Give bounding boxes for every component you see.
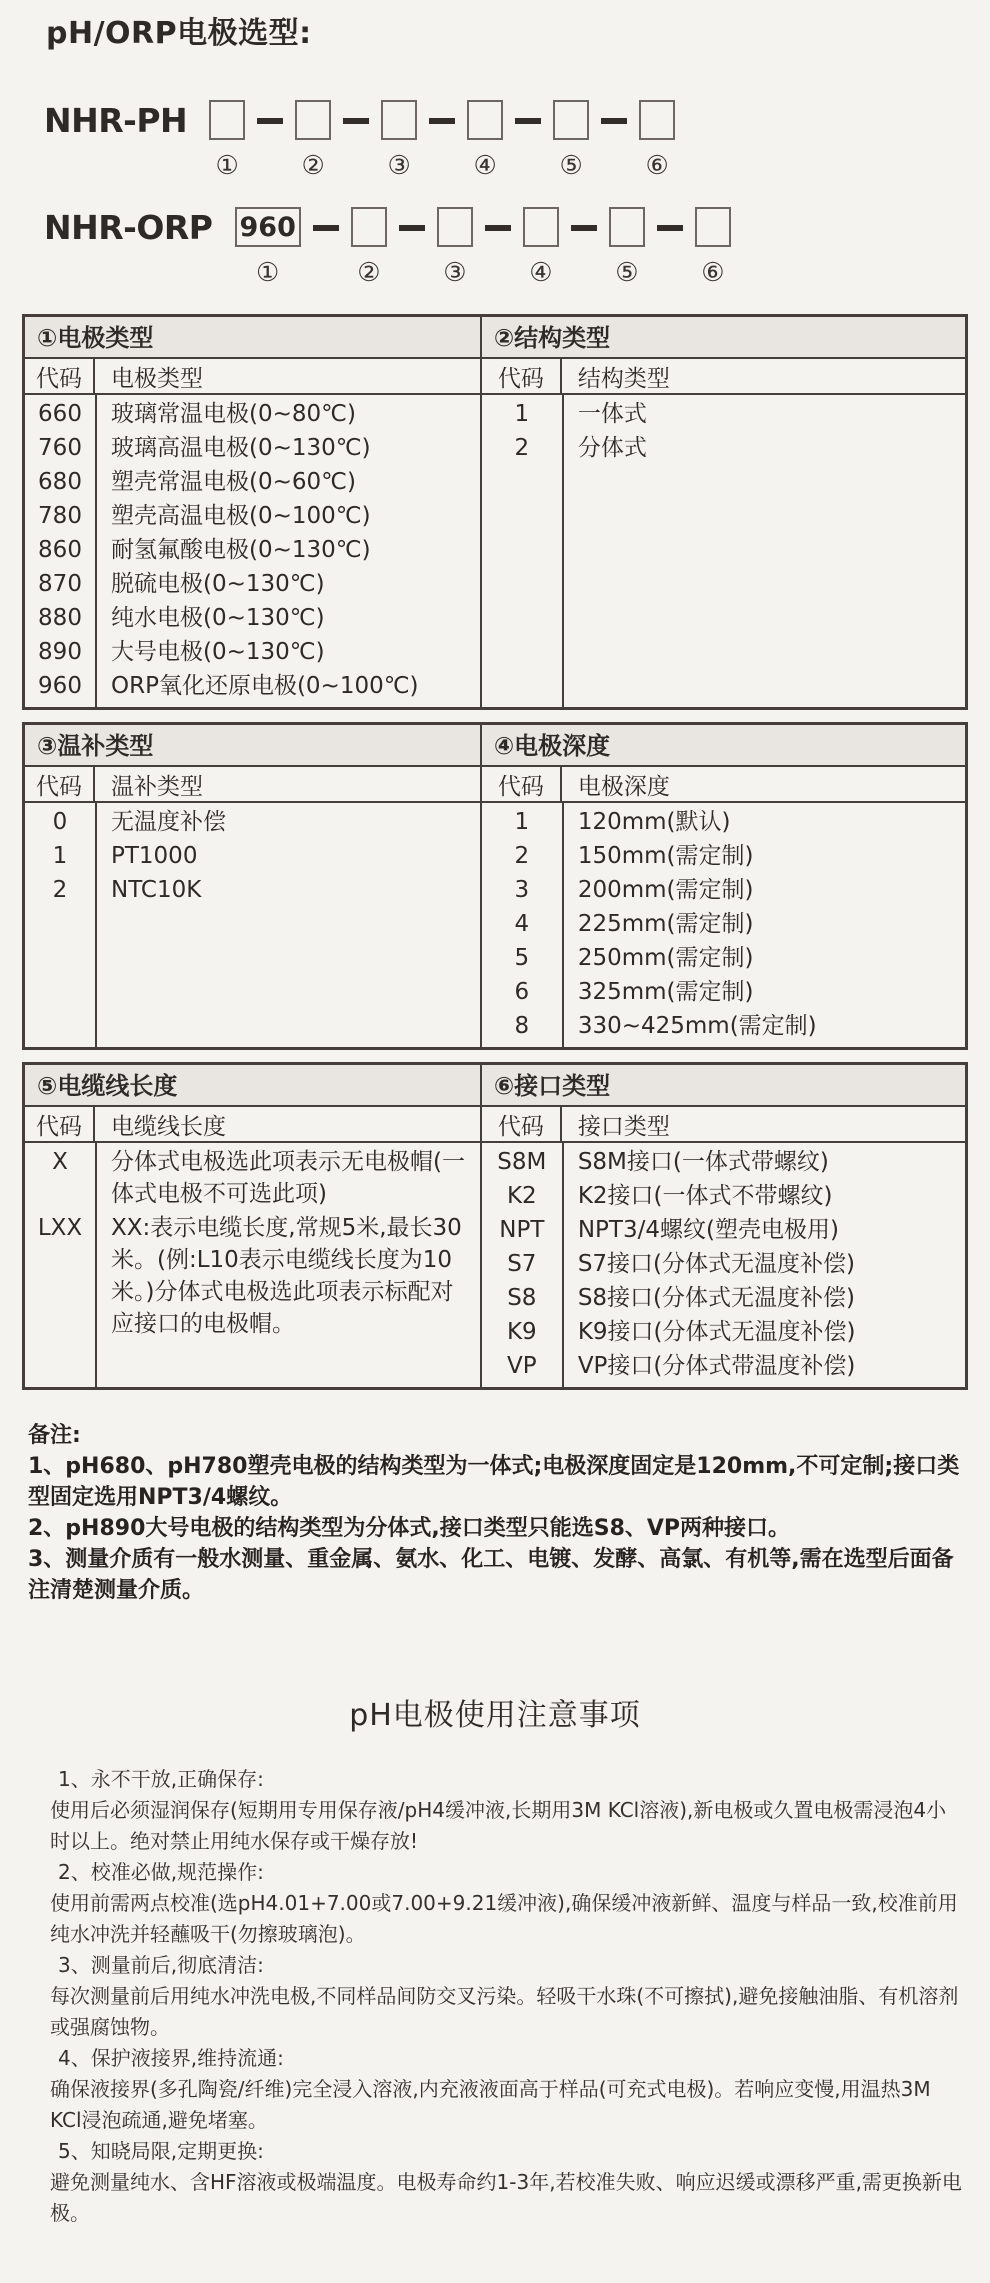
notes-items xyxy=(28,1451,970,1606)
table-row xyxy=(482,397,965,431)
row-value-cell: 200mm(需定制) xyxy=(577,877,754,903)
page-title: pH/ORP电极选型: xyxy=(46,16,312,51)
segment-number-marker: ② xyxy=(301,151,325,181)
table-body xyxy=(25,1143,480,1387)
table-column-headers xyxy=(482,767,965,803)
table-tempcomp-type xyxy=(25,725,482,1047)
table-row xyxy=(482,873,965,907)
model-row-nhr-ph xyxy=(44,100,990,183)
row-value-cell: 一体式 xyxy=(577,401,647,427)
row-code-cell: LXX xyxy=(37,1215,83,1241)
notice-item-body: 使用后必须湿润保存(短期用专用保存液/pH4缓冲液,长期用3M KCl溶液),新电极或久置电极需浸泡4小时以上。绝对禁止用纯水保存或干燥存放! xyxy=(50,1798,947,1853)
column-header-value: 电缆线长度 xyxy=(111,1113,226,1140)
note-paragraph: 2、pH890大号电极的结构类型为分体式,接口类型只能选S8、VP两种接口。 xyxy=(28,1516,791,1541)
row-code-cell: S8 xyxy=(507,1285,537,1311)
notice-item xyxy=(50,1950,962,2043)
table-electrode-structure xyxy=(22,314,968,710)
row-value-cell: PT1000 xyxy=(111,843,198,869)
row-code-cell: 1 xyxy=(514,401,530,427)
segment-number-marker: ⑥ xyxy=(645,151,669,181)
row-value-cell: K9接口(分体式无温度补偿) xyxy=(577,1319,856,1345)
model-segment xyxy=(235,207,301,290)
row-value-cell: NPT3/4螺纹(塑壳电极用) xyxy=(577,1217,839,1243)
row-value-cell: 纯水电极(0~130℃) xyxy=(111,605,325,631)
notice-item-heading: 5、知晓局限,定期更换: xyxy=(58,2139,264,2163)
notes-label: 备注: xyxy=(28,1423,81,1448)
notice-item xyxy=(50,2136,962,2229)
column-header-value: 接口类型 xyxy=(577,1113,670,1140)
table-row xyxy=(25,567,480,601)
row-value-cell: 250mm(需定制) xyxy=(577,945,754,971)
row-value-cell: XX:表示电缆长度,常规5米,最长30米。(例:L10表示电缆线长度为10米。)分体式电极选此项表示标配对应接口的电极帽。 xyxy=(111,1215,462,1337)
row-code-cell: 2 xyxy=(514,435,530,461)
column-header-code: 代码 xyxy=(482,767,562,801)
column-header-code: 代码 xyxy=(482,359,562,393)
row-value-cell: 大号电极(0~130℃) xyxy=(111,639,325,665)
model-segment xyxy=(209,100,245,183)
row-code-cell: 5 xyxy=(514,945,530,971)
table-title: ③温补类型 xyxy=(25,725,480,767)
model-segment xyxy=(295,100,331,183)
table-row xyxy=(482,975,965,1009)
model-prefix: NHR-ORP xyxy=(44,208,213,247)
model-empty-box xyxy=(381,100,417,140)
segment-number-marker: ⑤ xyxy=(559,151,583,181)
row-code-cell: X xyxy=(52,1149,68,1175)
table-title: ⑥接口类型 xyxy=(482,1065,965,1107)
table-column-headers xyxy=(482,359,965,395)
model-segment xyxy=(381,100,417,183)
table-title: ④电极深度 xyxy=(482,725,965,767)
table-column-headers xyxy=(25,767,480,803)
table-row xyxy=(482,805,965,839)
model-empty-box xyxy=(695,207,731,247)
dash-separator xyxy=(257,118,283,124)
segment-number-marker: ③ xyxy=(443,258,467,288)
row-code-cell: 660 xyxy=(38,401,82,427)
table-row xyxy=(482,1179,965,1213)
table-electrode-type xyxy=(25,317,482,707)
model-prefix: NHR-PH xyxy=(44,101,188,140)
row-value-cell: 脱硫电极(0~130℃) xyxy=(111,571,325,597)
row-value-cell: K2接口(一体式不带螺纹) xyxy=(577,1183,833,1209)
table-interface-type xyxy=(482,1065,965,1387)
model-code-box: 960 xyxy=(235,207,301,247)
table-row xyxy=(482,1009,965,1043)
notice-item xyxy=(50,1857,962,1950)
table-row xyxy=(482,1315,965,1349)
model-empty-box xyxy=(523,207,559,247)
table-column-headers xyxy=(25,1107,480,1143)
segment-number-marker: ① xyxy=(215,151,239,181)
column-header-value: 结构类型 xyxy=(577,365,670,392)
row-value-cell: S8M接口(一体式带螺纹) xyxy=(577,1149,829,1175)
model-segment xyxy=(523,207,559,290)
table-row xyxy=(25,431,480,465)
table-row xyxy=(25,533,480,567)
dash-separator xyxy=(429,118,455,124)
row-code-cell: 0 xyxy=(52,809,68,835)
row-code-cell: 2 xyxy=(52,877,68,903)
column-header-value: 电极深度 xyxy=(577,773,670,800)
row-code-cell: K2 xyxy=(506,1183,537,1209)
notice-item-heading: 1、永不干放,正确保存: xyxy=(58,1767,264,1791)
row-value-cell: ORP氧化还原电极(0~100℃) xyxy=(111,673,419,699)
table-row xyxy=(25,1211,480,1341)
table-row xyxy=(25,397,480,431)
notes-section xyxy=(28,1420,970,1606)
model-segment xyxy=(351,207,387,290)
model-segment xyxy=(639,100,675,183)
table-row xyxy=(482,839,965,873)
row-value-cell: 120mm(默认) xyxy=(577,809,731,835)
row-code-cell: 780 xyxy=(38,503,82,529)
row-value-cell: 分体式电极选此项表示无电极帽(一体式电极不可选此项) xyxy=(111,1149,465,1207)
row-code-cell: 870 xyxy=(38,571,82,597)
table-body xyxy=(25,803,480,1047)
model-empty-box xyxy=(609,207,645,247)
notice-item-body: 避免测量纯水、含HF溶液或极端温度。电极寿命约1-3年,若校准失败、响应迟缓或漂移严重,需更换新电极。 xyxy=(50,2170,962,2225)
table-body xyxy=(482,803,965,1047)
table-row xyxy=(25,839,480,873)
model-empty-box xyxy=(467,100,503,140)
model-empty-box xyxy=(437,207,473,247)
table-row xyxy=(482,1281,965,1315)
row-value-cell: 塑壳常温电极(0~60℃) xyxy=(111,469,356,495)
row-code-cell: VP xyxy=(507,1353,537,1379)
row-code-cell: 960 xyxy=(38,673,82,699)
table-row xyxy=(25,669,480,703)
row-value-cell: 耐氢氟酸电极(0~130℃) xyxy=(111,537,371,563)
dash-separator xyxy=(657,225,683,231)
row-value-cell: 玻璃常温电极(0~80℃) xyxy=(111,401,356,427)
row-code-cell: 860 xyxy=(38,537,82,563)
row-code-cell: 4 xyxy=(514,911,530,937)
table-row xyxy=(25,805,480,839)
table-row xyxy=(482,431,965,465)
row-value-cell: S7接口(分体式无温度补偿) xyxy=(577,1251,856,1277)
row-value-cell: VP接口(分体式带温度补偿) xyxy=(577,1353,856,1379)
notice-item-body: 每次测量前后用纯水冲洗电极,不同样品间防交叉污染。轻吸干水珠(不可擦拭),避免接触油脂、有机溶剂或强腐蚀物。 xyxy=(50,1984,959,2039)
notice-item-body: 使用前需两点校准(选pH4.01+7.00或7.00+9.21缓冲液),确保缓冲液新鲜、温度与样品一致,校准前用纯水冲洗并轻蘸吸干(勿擦玻璃泡)。 xyxy=(50,1891,958,1946)
row-value-cell: 225mm(需定制) xyxy=(577,911,754,937)
dash-separator xyxy=(313,225,339,231)
notice-item xyxy=(50,1764,962,1857)
table-row xyxy=(25,499,480,533)
segment-number-marker: ③ xyxy=(387,151,411,181)
notice-item-heading: 3、测量前后,彻底清洁: xyxy=(58,1953,264,1977)
table-row xyxy=(25,635,480,669)
table-cable-length xyxy=(25,1065,482,1387)
model-empty-box xyxy=(209,100,245,140)
table-cable-interface xyxy=(22,1062,968,1390)
dash-separator xyxy=(601,118,627,124)
row-code-cell: 890 xyxy=(38,639,82,665)
table-row xyxy=(482,1213,965,1247)
row-code-cell: NPT xyxy=(499,1217,545,1243)
table-row xyxy=(482,1145,965,1179)
usage-notice-section xyxy=(0,1690,990,2229)
row-code-cell: K9 xyxy=(506,1319,537,1345)
row-code-cell: 8 xyxy=(514,1013,530,1039)
column-header-value: 电极类型 xyxy=(111,365,203,392)
row-code-cell: 880 xyxy=(38,605,82,631)
table-title: ①电极类型 xyxy=(25,317,480,359)
row-code-cell: 680 xyxy=(38,469,82,495)
model-segment xyxy=(609,207,645,290)
table-row xyxy=(482,1349,965,1383)
table-row xyxy=(482,941,965,975)
row-value-cell: 塑壳高温电极(0~100℃) xyxy=(111,503,371,529)
dash-separator xyxy=(515,118,541,124)
row-code-cell: 2 xyxy=(514,843,530,869)
table-title: ②结构类型 xyxy=(482,317,965,359)
model-segment xyxy=(437,207,473,290)
spec-sheet-page xyxy=(0,16,990,2229)
table-row xyxy=(25,1145,480,1211)
row-value-cell: 325mm(需定制) xyxy=(577,979,754,1005)
dash-separator xyxy=(485,225,511,231)
row-code-cell: 1 xyxy=(514,809,530,835)
table-row xyxy=(482,1247,965,1281)
dash-separator xyxy=(571,225,597,231)
table-row xyxy=(25,873,480,907)
note-paragraph: 3、测量介质有一般水测量、重金属、氨水、化工、电镀、发酵、高氯、有机等,需在选型后面备注清楚测量介质。 xyxy=(28,1547,954,1603)
column-header-value: 温补类型 xyxy=(111,773,203,800)
table-row xyxy=(25,465,480,499)
table-body xyxy=(482,395,965,707)
segment-number-marker: ⑤ xyxy=(615,258,639,288)
segment-number-marker: ④ xyxy=(529,258,553,288)
model-segment xyxy=(695,207,731,290)
table-title: ⑤电缆线长度 xyxy=(25,1065,480,1107)
table-tempcomp-depth xyxy=(22,722,968,1050)
segment-number-marker: ① xyxy=(256,258,280,288)
column-header-code: 代码 xyxy=(25,359,95,393)
table-body xyxy=(25,395,480,707)
note-paragraph: 1、pH680、pH780塑壳电极的结构类型为一体式;电极深度固定是120mm,不可定制;接口类型固定选用NPT3/4螺纹。 xyxy=(28,1454,960,1510)
table-row xyxy=(25,601,480,635)
usage-notice-items xyxy=(50,1764,962,2229)
segment-number-marker: ⑥ xyxy=(701,258,725,288)
row-code-cell: 760 xyxy=(38,435,82,461)
row-value-cell: 330~425mm(需定制) xyxy=(577,1013,817,1039)
row-code-cell: 3 xyxy=(514,877,530,903)
row-code-cell: S8M xyxy=(497,1149,547,1175)
usage-notice-title: pH电极使用注意事项 xyxy=(349,1698,641,1733)
row-value-cell: NTC10K xyxy=(111,877,202,903)
model-segment xyxy=(553,100,589,183)
row-value-cell: S8接口(分体式无温度补偿) xyxy=(577,1285,856,1311)
column-header-code: 代码 xyxy=(25,1107,95,1141)
notice-item xyxy=(50,2043,962,2136)
row-code-cell: S7 xyxy=(507,1251,537,1277)
table-row xyxy=(482,907,965,941)
dash-separator xyxy=(399,225,425,231)
row-code-cell: 1 xyxy=(52,843,68,869)
model-selector-diagrams xyxy=(44,100,990,290)
row-value-cell: 无温度补偿 xyxy=(111,809,226,835)
column-header-code: 代码 xyxy=(482,1107,562,1141)
row-value-cell: 150mm(需定制) xyxy=(577,843,754,869)
model-empty-box xyxy=(553,100,589,140)
model-row-nhr-orp xyxy=(44,207,990,290)
segment-number-marker: ② xyxy=(357,258,381,288)
dash-separator xyxy=(343,118,369,124)
row-value-cell: 玻璃高温电极(0~130℃) xyxy=(111,435,371,461)
table-structure-type xyxy=(482,317,965,707)
column-header-code: 代码 xyxy=(25,767,95,801)
row-value-cell: 分体式 xyxy=(577,435,647,461)
notice-item-body: 确保液接界(多孔陶瓷/纤维)完全浸入溶液,内充液液面高于样品(可充式电极)。若响应变慢,用温热3M KCl浸泡疏通,避免堵塞。 xyxy=(50,2077,931,2132)
row-code-cell: 6 xyxy=(514,979,530,1005)
model-empty-box xyxy=(351,207,387,247)
segment-number-marker: ④ xyxy=(473,151,497,181)
model-segment xyxy=(467,100,503,183)
model-empty-box xyxy=(295,100,331,140)
table-electrode-depth xyxy=(482,725,965,1047)
notice-item-heading: 2、校准必做,规范操作: xyxy=(58,1860,264,1884)
notice-item-heading: 4、保护液接界,维持流通: xyxy=(58,2046,284,2070)
table-body xyxy=(482,1143,965,1387)
model-empty-box xyxy=(639,100,675,140)
table-column-headers xyxy=(25,359,480,395)
table-column-headers xyxy=(482,1107,965,1143)
